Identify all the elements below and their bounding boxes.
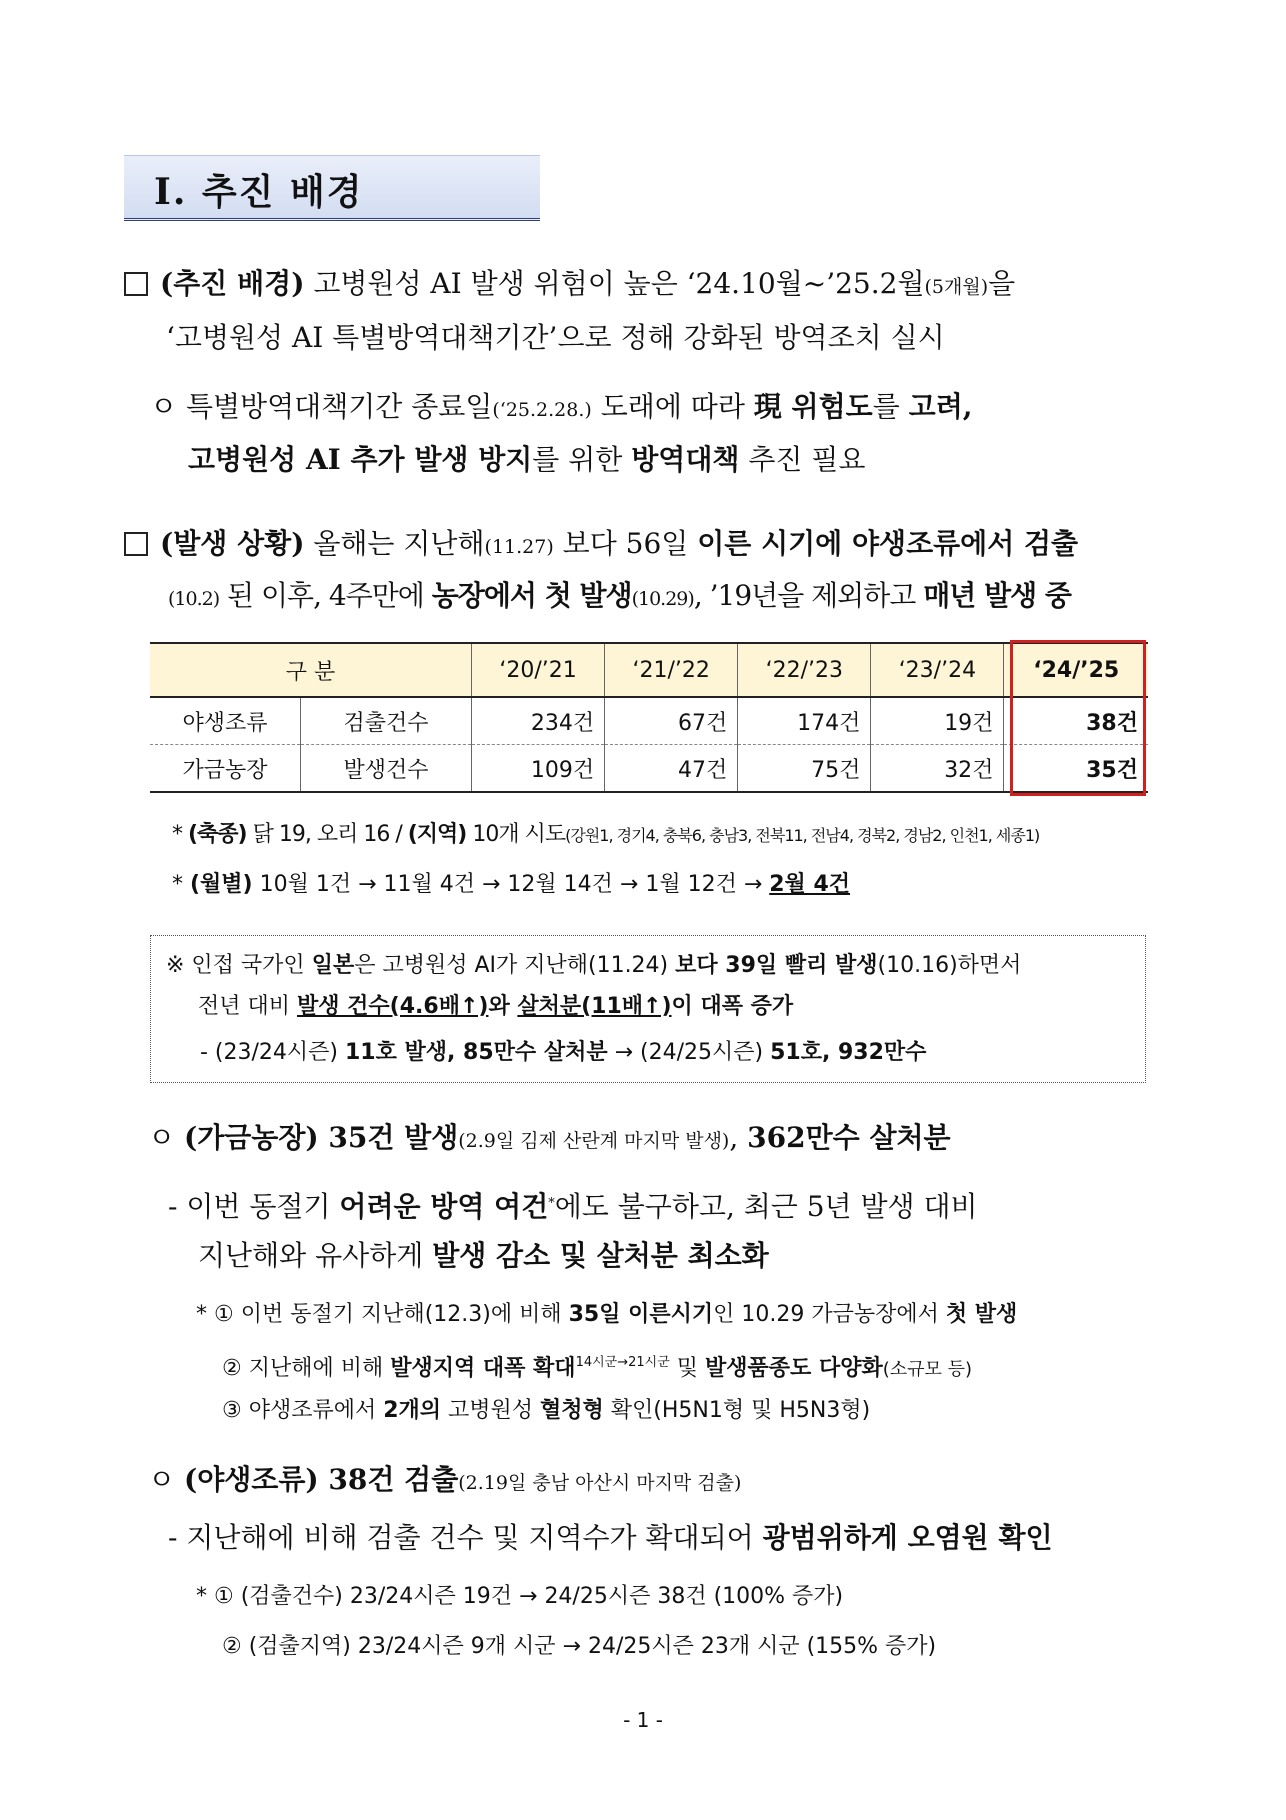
table-cell: 32건 bbox=[871, 745, 1004, 793]
text: 와 bbox=[488, 994, 518, 1019]
text: 14시군→21시군 bbox=[575, 1355, 670, 1370]
text: - (23/24시즌) bbox=[200, 1040, 345, 1065]
text: * bbox=[172, 822, 188, 847]
text: 10개 시도 bbox=[466, 822, 566, 847]
table-row bbox=[150, 697, 1148, 745]
text: - 이번 동절기 bbox=[168, 1190, 340, 1223]
text: (지역) bbox=[407, 822, 467, 847]
text: ② 지난해에 비해 bbox=[222, 1356, 391, 1381]
poultry-sub-3 bbox=[222, 1394, 870, 1428]
text: (11.27) bbox=[484, 536, 554, 558]
text: 고병원성 AI 발생 위험이 높은 ‘24.10월~’25.2월 bbox=[304, 267, 925, 300]
text: * bbox=[548, 1196, 555, 1211]
text: 발생지역 대폭 확대 bbox=[390, 1356, 576, 1381]
text: 발생 건수(4.6배↑) bbox=[297, 994, 489, 1019]
text: 매년 발생 중 bbox=[923, 579, 1071, 612]
text: 고병원성 AI 추가 발생 방지 bbox=[188, 443, 533, 476]
text: ③ 야생조류에서 bbox=[222, 1398, 384, 1423]
poultry-sub-2 bbox=[222, 1346, 972, 1387]
wild-line-1 bbox=[148, 1460, 741, 1503]
text: 방역대책 bbox=[631, 443, 740, 476]
text: 고려, bbox=[908, 390, 973, 423]
text: 보다 56일 bbox=[553, 527, 698, 560]
note-species-region bbox=[172, 818, 1039, 853]
text: 인 10.29 가금농장에서 bbox=[713, 1302, 946, 1327]
table-header-cell: 구 분 bbox=[150, 643, 472, 697]
text: 살처분(11배↑) bbox=[517, 994, 672, 1019]
text: 現 위험도 bbox=[753, 390, 873, 423]
wild-sub-1: * ① (검출건수) 23/24시즌 19건 → 24/25시즌 38건 (100% 증가) bbox=[196, 1584, 844, 1609]
text: (소규모 등) bbox=[882, 1359, 973, 1380]
table-cell: 109건 bbox=[472, 745, 605, 793]
text: 어려운 방역 여건 bbox=[339, 1190, 549, 1223]
text: 을 bbox=[988, 267, 1016, 300]
japan-note-line-2 bbox=[198, 990, 793, 1024]
text: → (24/25시즌) bbox=[607, 1040, 771, 1065]
text: ※ 인접 국가인 bbox=[166, 953, 312, 978]
poultry-line-2 bbox=[168, 1184, 978, 1227]
poultry-sub-1 bbox=[196, 1298, 1017, 1332]
table-row bbox=[150, 745, 1148, 793]
text: * ① 이번 동절기 지난해(12.3)에 비해 bbox=[196, 1302, 569, 1327]
text: (월별) bbox=[190, 872, 253, 897]
table-header-cell: ‘20/’21 bbox=[472, 643, 605, 697]
poultry-line-1 bbox=[148, 1118, 951, 1161]
text: 전년 대비 bbox=[198, 994, 297, 1019]
text: 발생품종도 다양화 bbox=[705, 1356, 883, 1381]
text: 에도 불구하고, 최근 5년 발생 대비 bbox=[554, 1190, 978, 1223]
table-header-cell: ‘23/’24 bbox=[871, 643, 1004, 697]
text: 를 bbox=[872, 390, 909, 423]
text: 11호 발생, 85만수 살처분 bbox=[345, 1040, 608, 1065]
background-sub-line-1 bbox=[150, 387, 973, 430]
text: 올해는 지난해 bbox=[304, 527, 485, 560]
table-header-cell: ‘21/’22 bbox=[605, 643, 738, 697]
background-line-2: ‘고병원성 AI 특별방역대책기간’으로 정해 강화된 방역조치 실시 bbox=[166, 321, 945, 354]
text: 35일 이른시기 bbox=[568, 1302, 714, 1327]
table-cell: 발생건수 bbox=[301, 745, 472, 793]
note-monthly bbox=[172, 868, 850, 902]
table-cell: 234건 bbox=[472, 697, 605, 745]
text: 2월 4건 bbox=[769, 872, 851, 897]
text: (‘25.2.28.) bbox=[492, 399, 592, 421]
text: 362만수 살처분 bbox=[747, 1121, 951, 1154]
text: 일본 bbox=[311, 953, 355, 978]
table-cell: 35건 bbox=[1004, 745, 1148, 793]
text: 도래에 따라 bbox=[591, 390, 754, 423]
table-cell: 야생조류 bbox=[150, 697, 301, 745]
text: 확인(H5N1형 및 H5N3형) bbox=[603, 1398, 871, 1423]
table-cell: 47건 bbox=[605, 745, 738, 793]
text: (강원1, 경기4, 충북6, 충남3, 전북11, 전남4, 경북2, 경남2, 인천1, 세종1) bbox=[565, 826, 1040, 845]
text: ㅇ bbox=[148, 1121, 184, 1154]
table-cell: 75건 bbox=[738, 745, 871, 793]
text: 2개의 bbox=[383, 1398, 442, 1423]
text: 지난해와 유사하게 bbox=[198, 1239, 433, 1272]
text: (야생조류) 38건 검출 bbox=[183, 1463, 459, 1496]
table-cell: 검출건수 bbox=[301, 697, 472, 745]
text: (발생 상황) bbox=[160, 527, 305, 560]
table-header-cell: ‘24/’25 bbox=[1004, 643, 1148, 697]
text: - 지난해에 비해 검출 건수 및 지역수가 확대되어 bbox=[168, 1521, 763, 1554]
text: 혈청형 bbox=[540, 1398, 604, 1423]
text: (2.19일 충남 아산시 마지막 검출) bbox=[458, 1472, 742, 1494]
section-header bbox=[124, 155, 540, 221]
table-header-cell: ‘22/’23 bbox=[738, 643, 871, 697]
wild-sub-2: ② (검출지역) 23/24시즌 9개 시군 → 24/25시즌 23개 시군 (155% 증가) bbox=[222, 1634, 937, 1659]
checkbox-icon bbox=[124, 532, 148, 556]
text: 고병원성 bbox=[441, 1398, 541, 1423]
highlight-box bbox=[1010, 640, 1146, 796]
text: ㅇ 특별방역대책기간 종료일 bbox=[150, 390, 493, 423]
background-sub-line-2 bbox=[188, 440, 865, 480]
text: (축종) bbox=[188, 822, 247, 847]
text: 를 위한 bbox=[532, 443, 632, 476]
section-title: Ⅰ. 추진 배경 bbox=[154, 171, 364, 213]
poultry-line-3 bbox=[198, 1236, 769, 1276]
text: 이른 시기에 야생조류에서 검출 bbox=[697, 527, 1079, 560]
text: 닭 19, 오리 16 / bbox=[246, 822, 408, 847]
background-line-1 bbox=[124, 264, 1015, 307]
text: 농장에서 첫 발생 bbox=[431, 579, 632, 612]
text: 된 이후, 4주만에 bbox=[219, 579, 432, 612]
text: 보다 39일 빨리 발생 bbox=[675, 953, 878, 978]
text: (가금농장) 35건 발생 bbox=[183, 1121, 459, 1154]
situation-line-1 bbox=[124, 524, 1078, 567]
text: (2.9일 김제 산란계 마지막 발생) bbox=[458, 1130, 730, 1152]
japan-note-line-1 bbox=[166, 949, 1021, 983]
situation-line-2 bbox=[168, 576, 1071, 619]
text: (5개월) bbox=[924, 276, 989, 298]
text: 51호, 932만수 bbox=[770, 1040, 927, 1065]
outbreak-table bbox=[150, 642, 1148, 793]
table-cell: 가금농장 bbox=[150, 745, 301, 793]
text: * bbox=[172, 872, 190, 897]
text: 발생 감소 및 살처분 최소화 bbox=[432, 1239, 769, 1272]
text: 은 고병원성 AI가 지난해(11.24) bbox=[354, 953, 676, 978]
label-background: (추진 배경) bbox=[160, 267, 305, 300]
table-cell: 38건 bbox=[1004, 697, 1148, 745]
text: , ’19년을 제외하고 bbox=[693, 579, 924, 612]
text: 광범위하게 오염원 확인 bbox=[762, 1521, 1053, 1554]
text: 및 bbox=[669, 1356, 706, 1381]
text: (10.29) bbox=[631, 588, 694, 610]
table-cell: 67건 bbox=[605, 697, 738, 745]
page-number: - 1 - bbox=[623, 1708, 663, 1732]
text: (10.16)하면서 bbox=[877, 953, 1022, 978]
text: ㅇ bbox=[148, 1463, 184, 1496]
japan-note-line-3 bbox=[200, 1036, 926, 1070]
wild-line-2 bbox=[168, 1518, 1053, 1558]
table-cell: 174건 bbox=[738, 697, 871, 745]
table-cell: 19건 bbox=[871, 697, 1004, 745]
table-header-row bbox=[150, 643, 1148, 697]
checkbox-icon bbox=[124, 272, 148, 296]
text: , bbox=[729, 1121, 748, 1154]
text: 추진 필요 bbox=[739, 443, 866, 476]
text: 10월 1건 → 11월 4건 → 12월 14건 → 1월 12건 → bbox=[252, 872, 770, 897]
text: 첫 발생 bbox=[945, 1302, 1018, 1327]
text: 이 대폭 증가 bbox=[671, 994, 794, 1019]
text: (10.2) bbox=[168, 588, 220, 610]
